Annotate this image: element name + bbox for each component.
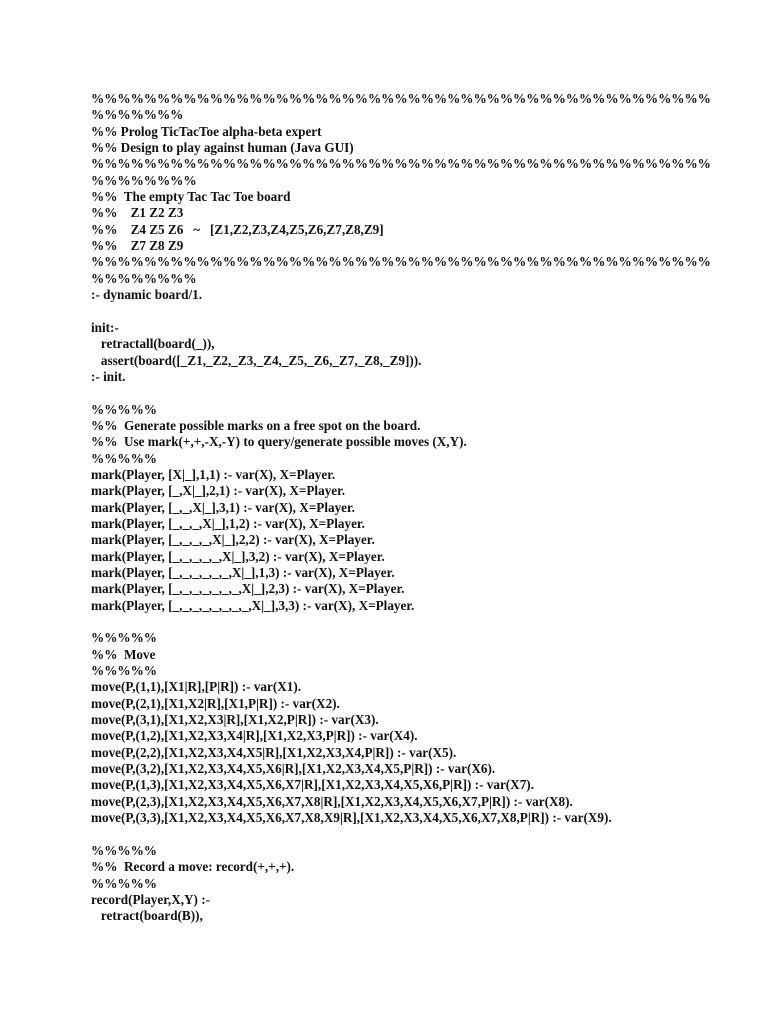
code-line: move(P,(3,1),[X1,X2,X3|R],[X1,X2,P|R]) :- var(X3).	[91, 712, 379, 728]
code-line: :- init.	[91, 368, 126, 384]
code-line: mark(Player, [_,X|_],2,1) :- var(X), X=Player.	[91, 483, 346, 499]
prolog-source-listing	[91, 91, 711, 925]
code-line: %%%%%%%%%%%%%%%%%%%%%%%%%%%%%%%%%%%%%%%%%%%%%%%	[91, 91, 711, 106]
code-line: mark(Player, [X|_],1,1) :- var(X), X=Player.	[91, 466, 336, 482]
code-line: move(P,(2,3),[X1,X2,X3,X4,X5,X6,X7,X8|R],[X1,X2,X3,X4,X5,X6,X7,P|R]) :- var(X8).	[91, 793, 573, 809]
code-line: %%%%%%%%	[91, 270, 197, 286]
code-line: %%%%%%%	[91, 107, 184, 123]
code-line: %%%%%	[91, 630, 157, 646]
code-line: mark(Player, [_,_,X|_],3,1) :- var(X), X=Player.	[91, 499, 355, 515]
code-line: move(P,(3,2),[X1,X2,X3,X4,X5,X6|R],[X1,X2,X3,X4,X5,P|R]) :- var(X6).	[91, 761, 496, 777]
code-line: mark(Player, [_,_,_,_,_,X|_],3,2) :- var(X), X=Player.	[91, 548, 385, 564]
blank-line	[91, 385, 691, 401]
code-line: %% Prolog TicTacToe alpha-beta expert	[91, 123, 322, 139]
code-line: %% Generate possible marks on a free spot on the board.	[91, 417, 421, 433]
code-line: retractall(board(_)),	[91, 336, 215, 352]
code-line: %% Record a move: record(+,+,+).	[91, 859, 295, 875]
code-line: move(P,(1,3),[X1,X2,X3,X4,X5,X6,X7|R],[X1,X2,X3,X4,X5,X6,P|R]) :- var(X7).	[91, 777, 534, 793]
code-line: %% Use mark(+,+,-X,-Y) to query/generate possible moves (X,Y).	[91, 434, 467, 450]
blank-line	[91, 826, 691, 842]
blank-line	[91, 614, 691, 630]
code-line: mark(Player, [_,_,_,_,_,_,_,X|_],2,3) :- var(X), X=Player.	[91, 581, 405, 597]
code-line: retract(board(B)),	[91, 908, 203, 924]
code-line: %%%%%%%%%%%%%%%%%%%%%%%%%%%%%%%%%%%%%%%%%%%%%%%	[91, 156, 711, 172]
code-line: move(P,(2,1),[X1,X2|R],[X1,P|R]) :- var(X2).	[91, 695, 340, 711]
code-line: %% Z4 Z5 Z6 ~ [Z1,Z2,Z3,Z4,Z5,Z6,Z7,Z8,Z9]	[91, 221, 384, 237]
code-line: assert(board([_Z1,_Z2,_Z3,_Z4,_Z5,_Z6,_Z7,_Z8,_Z9])).	[91, 352, 422, 368]
code-line: %%%%%	[91, 842, 157, 858]
code-line: move(P,(2,2),[X1,X2,X3,X4,X5|R],[X1,X2,X3,X4,P|R]) :- var(X5).	[91, 744, 457, 760]
code-line: %%%%%%%%	[91, 172, 197, 188]
code-line: %%%%%	[91, 450, 157, 466]
code-line: record(Player,X,Y) :-	[91, 891, 211, 907]
code-line: move(P,(1,2),[X1,X2,X3,X4|R],[X1,X2,X3,P|R]) :- var(X4).	[91, 728, 418, 744]
code-line: %%%%%	[91, 875, 157, 891]
code-line: %%%%%%%%%%%%%%%%%%%%%%%%%%%%%%%%%%%%%%%%%%%%%%%	[91, 254, 711, 270]
code-line: %% Z1 Z2 Z3	[91, 205, 184, 221]
code-line: mark(Player, [_,_,_,_,_,_,_,_,X|_],3,3) :- var(X), X=Player.	[91, 597, 415, 613]
blank-line	[91, 303, 691, 319]
code-line: move(P,(3,3),[X1,X2,X3,X4,X5,X6,X7,X8,X9|R],[X1,X2,X3,X4,X5,X6,X7,X8,P|R]) :- var(X9).	[91, 810, 612, 826]
code-line: %% The empty Tac Tac Toe board	[91, 189, 291, 205]
code-line: move(P,(1,1),[X1|R],[P|R]) :- var(X1).	[91, 679, 302, 695]
code-line: %% Move	[91, 646, 156, 662]
code-line: mark(Player, [_,_,_,X|_],1,2) :- var(X), X=Player.	[91, 515, 365, 531]
code-line: %%%%%	[91, 663, 157, 679]
code-line: mark(Player, [_,_,_,_,X|_],2,2) :- var(X), X=Player.	[91, 532, 375, 548]
code-line: %%%%%	[91, 401, 157, 417]
code-line: init:-	[91, 319, 119, 335]
code-line: %% Design to play against human (Java GUI)	[91, 140, 354, 156]
code-line: %% Z7 Z8 Z9	[91, 238, 184, 254]
code-line: :- dynamic board/1.	[91, 287, 202, 303]
code-line: mark(Player, [_,_,_,_,_,_,X|_],1,3) :- var(X), X=Player.	[91, 564, 395, 580]
